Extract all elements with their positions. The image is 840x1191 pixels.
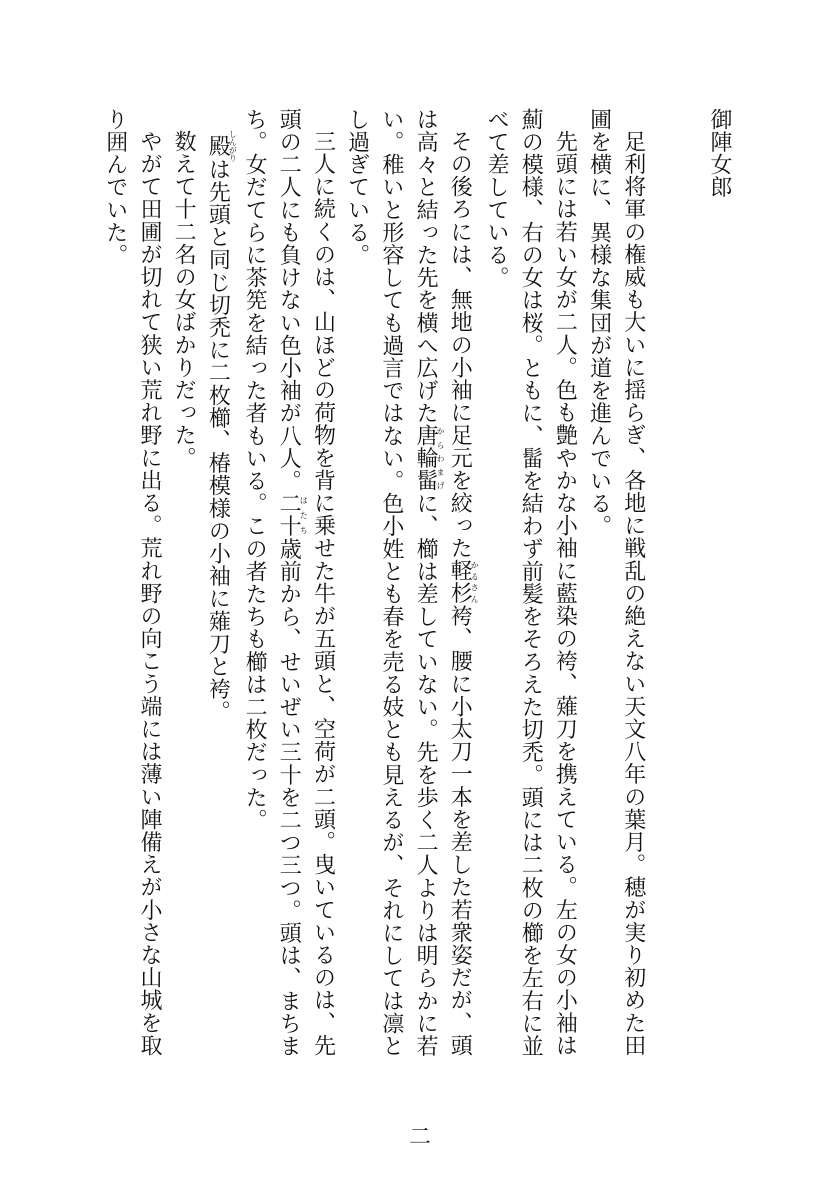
ruby-base: 殿: [205, 130, 231, 162]
ruby-annotation: [276, 492, 309, 538]
paragraph: [479, 108, 582, 1068]
work-title: 御陣女郎: [707, 108, 732, 199]
paragraph: [581, 108, 649, 1068]
ruby-base: 二十: [276, 492, 302, 538]
paragraph: [200, 108, 237, 1068]
text-segment: 歳前から、せいぜい三十を二つ三つ。頭は、まちまち。女だてらに茶筅を結った者もいる。この者たちも櫛は二枚だった。: [242, 108, 302, 1058]
text-segment: に、櫛は差していない。先を歩く二人よりは明らかに若い。稚いと形容しても過言ではない。色小姓とも春を売る妓とも見えるが、それにしては凛とし過ぎている。: [344, 108, 439, 1058]
text-segment: は先頭と同じ切禿に二枚櫛、椿模様の小袖に薙刀と袴。: [205, 157, 231, 723]
ruby-annotation: [413, 424, 446, 493]
text-segment: 三人に続くのは、山ほどの荷物を背に乗せた牛が五頭と、空荷が二頭。曳いているのは、先頭の二人にも負けない色小袖が八人。: [276, 108, 336, 1057]
paragraph: [98, 108, 166, 1068]
paragraph: [237, 108, 340, 1068]
ruby-base: 唐輪髷: [413, 424, 439, 493]
text-segment: 数えて十二名の女ばかりだった。: [171, 130, 197, 469]
furigana: しんがり: [228, 130, 238, 162]
text-segment: やがて田圃が切れて狭い荒れ野に出る。荒れ野の向こう端には薄い陣備えが小さな山城を取り囲んでいた。: [102, 108, 162, 1057]
text-segment: その後ろには、無地の小袖に足元を絞った: [447, 130, 473, 560]
ruby-annotation: [447, 559, 480, 605]
text-segment: 足利将軍の権威も大いに揺らぎ、各地に戦乱の絶えない天文八年の葉月。穂が実り初めた田圃を横に、異様な集団が道を進んでいる。: [586, 108, 646, 1057]
paragraph: [166, 108, 200, 1068]
ruby-annotation: [205, 130, 238, 162]
text-segment: 先頭には若い女が二人。色も艶やかな小袖に藍染の袴、薙刀を携えている。左の女の小袖は薊の模様、右の女は桜。ともに、髷を結わず前髪をそろえた切禿。頭には二枚の櫛を左右に並べて差している。: [483, 108, 578, 1058]
manuscript-body: [46, 108, 736, 1068]
furigana: かるさん: [470, 559, 480, 605]
furigana: はたち: [299, 492, 309, 538]
text-segment: 袴、腰に小太刀一本を差した若衆姿だが、頭は高々と結った先を横へ広げた: [413, 108, 473, 1057]
page-number: 二: [408, 1125, 431, 1150]
ruby-base: 軽杉: [447, 559, 473, 605]
furigana: からわまげ: [436, 424, 446, 493]
paragraph-list: [98, 108, 650, 1068]
paragraph: [339, 108, 478, 1068]
